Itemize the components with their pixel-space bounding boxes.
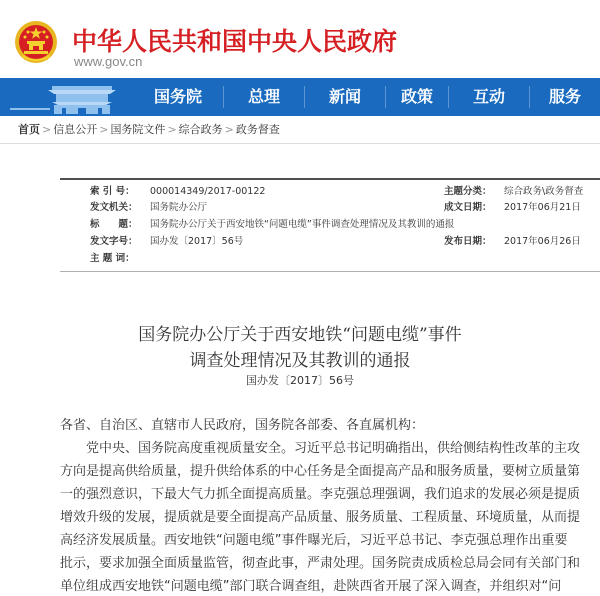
body-line: 单位组成西安地铁“问题电缆”部门联合调查组，赴陕西省开展了深入调查，并组织对“问 (60, 579, 562, 594)
body-line: 高经济发展质量。西安地铁“问题电缆”事件曝光后，习近平总书记、李克强总理作出重要 (60, 533, 568, 548)
body-line: 党中央、国务院高度重视质量安全。习近平总书记明确指出，供给侧结构性改革的主攻 (60, 441, 581, 456)
nav-item-premier[interactable]: 总理 (247, 87, 280, 106)
info-row (60, 217, 600, 233)
site-title[interactable]: 中华人民共和国中央人民政府 (72, 27, 398, 56)
national-emblem-icon[interactable] (14, 20, 58, 64)
nav-item-services[interactable]: 服务 (548, 87, 581, 106)
issuer-label: 发文机关： (90, 202, 138, 213)
created-date-label: 成文日期： (444, 202, 492, 213)
category-label: 主题分类： (444, 186, 492, 197)
breadcrumb-separator: > (224, 123, 234, 136)
created-date-value: 2017年06月21日 (504, 202, 581, 213)
info-row (60, 251, 600, 267)
nav-item-news[interactable]: 新闻 (328, 87, 361, 106)
index-value: 000014349/2017-00122 (150, 186, 266, 197)
info-row (60, 200, 600, 216)
body-line: 批示，要求加强全面质量监管，彻查此事，严肃处理。国务院责成质检总局会同有关部门和 (60, 556, 581, 571)
site-header (0, 0, 600, 78)
doc-number-label: 发文字号： (90, 236, 138, 247)
document-title-line-1: 国务院办公厅关于西安地铁“问题电缆”事件 (138, 325, 462, 345)
nav-item-state-council[interactable]: 国务院 (153, 87, 202, 106)
salutation: 各省、自治区、直辖市人民政府，国务院各部委、各直属机构： (60, 418, 425, 433)
main-nav (0, 78, 600, 116)
title-label: 标 题： (90, 219, 138, 230)
subject-label: 主 题 词： (90, 253, 135, 264)
index-label: 索 引 号： (90, 186, 135, 197)
issuer-value: 国务院办公厅 (150, 202, 208, 213)
document-info-table (60, 178, 600, 272)
breadcrumb-separator: > (167, 123, 177, 136)
tiananmen-icon (0, 78, 118, 116)
published-date-value: 2017年06月26日 (504, 236, 581, 247)
info-row (60, 184, 600, 200)
doc-number-value: 国办发〔2017〕56号 (150, 236, 244, 247)
breadcrumb-item-info[interactable]: 信息公开 (53, 123, 98, 136)
breadcrumb-separator: > (42, 123, 52, 136)
body-line: 增效升级的发展，提质就是要全面提高产品质量、服务质量、工程质量、环境质量，从而提 (60, 510, 581, 525)
title-value: 国务院办公厅关于西安地铁“问题电缆”事件调查处理情况及其教训的通报 (150, 219, 455, 230)
breadcrumb-item-docs[interactable]: 国务院文件 (110, 123, 166, 136)
site-url[interactable]: www.gov.cn (74, 54, 143, 69)
nav-item-policy[interactable]: 政策 (400, 87, 433, 106)
breadcrumb-item-general[interactable]: 综合政务 (178, 123, 223, 136)
breadcrumb (0, 116, 600, 144)
document-number: 国办发〔2017〕56号 (246, 374, 354, 387)
breadcrumb-item-supervision[interactable]: 政务督查 (235, 123, 280, 136)
nav-item-interaction[interactable]: 互动 (472, 87, 505, 106)
breadcrumb-home[interactable]: 首页 (18, 123, 40, 136)
body-line: 一的强烈意识，下最大气力抓全面提高质量。李克强总理强调，我们追求的发展必须是提质 (60, 487, 581, 502)
document-title-line-2: 调查处理情况及其教训的通报 (189, 351, 411, 371)
info-row (60, 234, 600, 250)
body-line: 方向是提高供给质量，提升供给体系的中心任务是全面提高产品和服务质量，要树立质量第 (60, 464, 581, 479)
category-value: 综合政务\政务督查 (504, 186, 584, 197)
breadcrumb-separator: > (99, 123, 109, 136)
published-date-label: 发布日期： (444, 236, 492, 247)
